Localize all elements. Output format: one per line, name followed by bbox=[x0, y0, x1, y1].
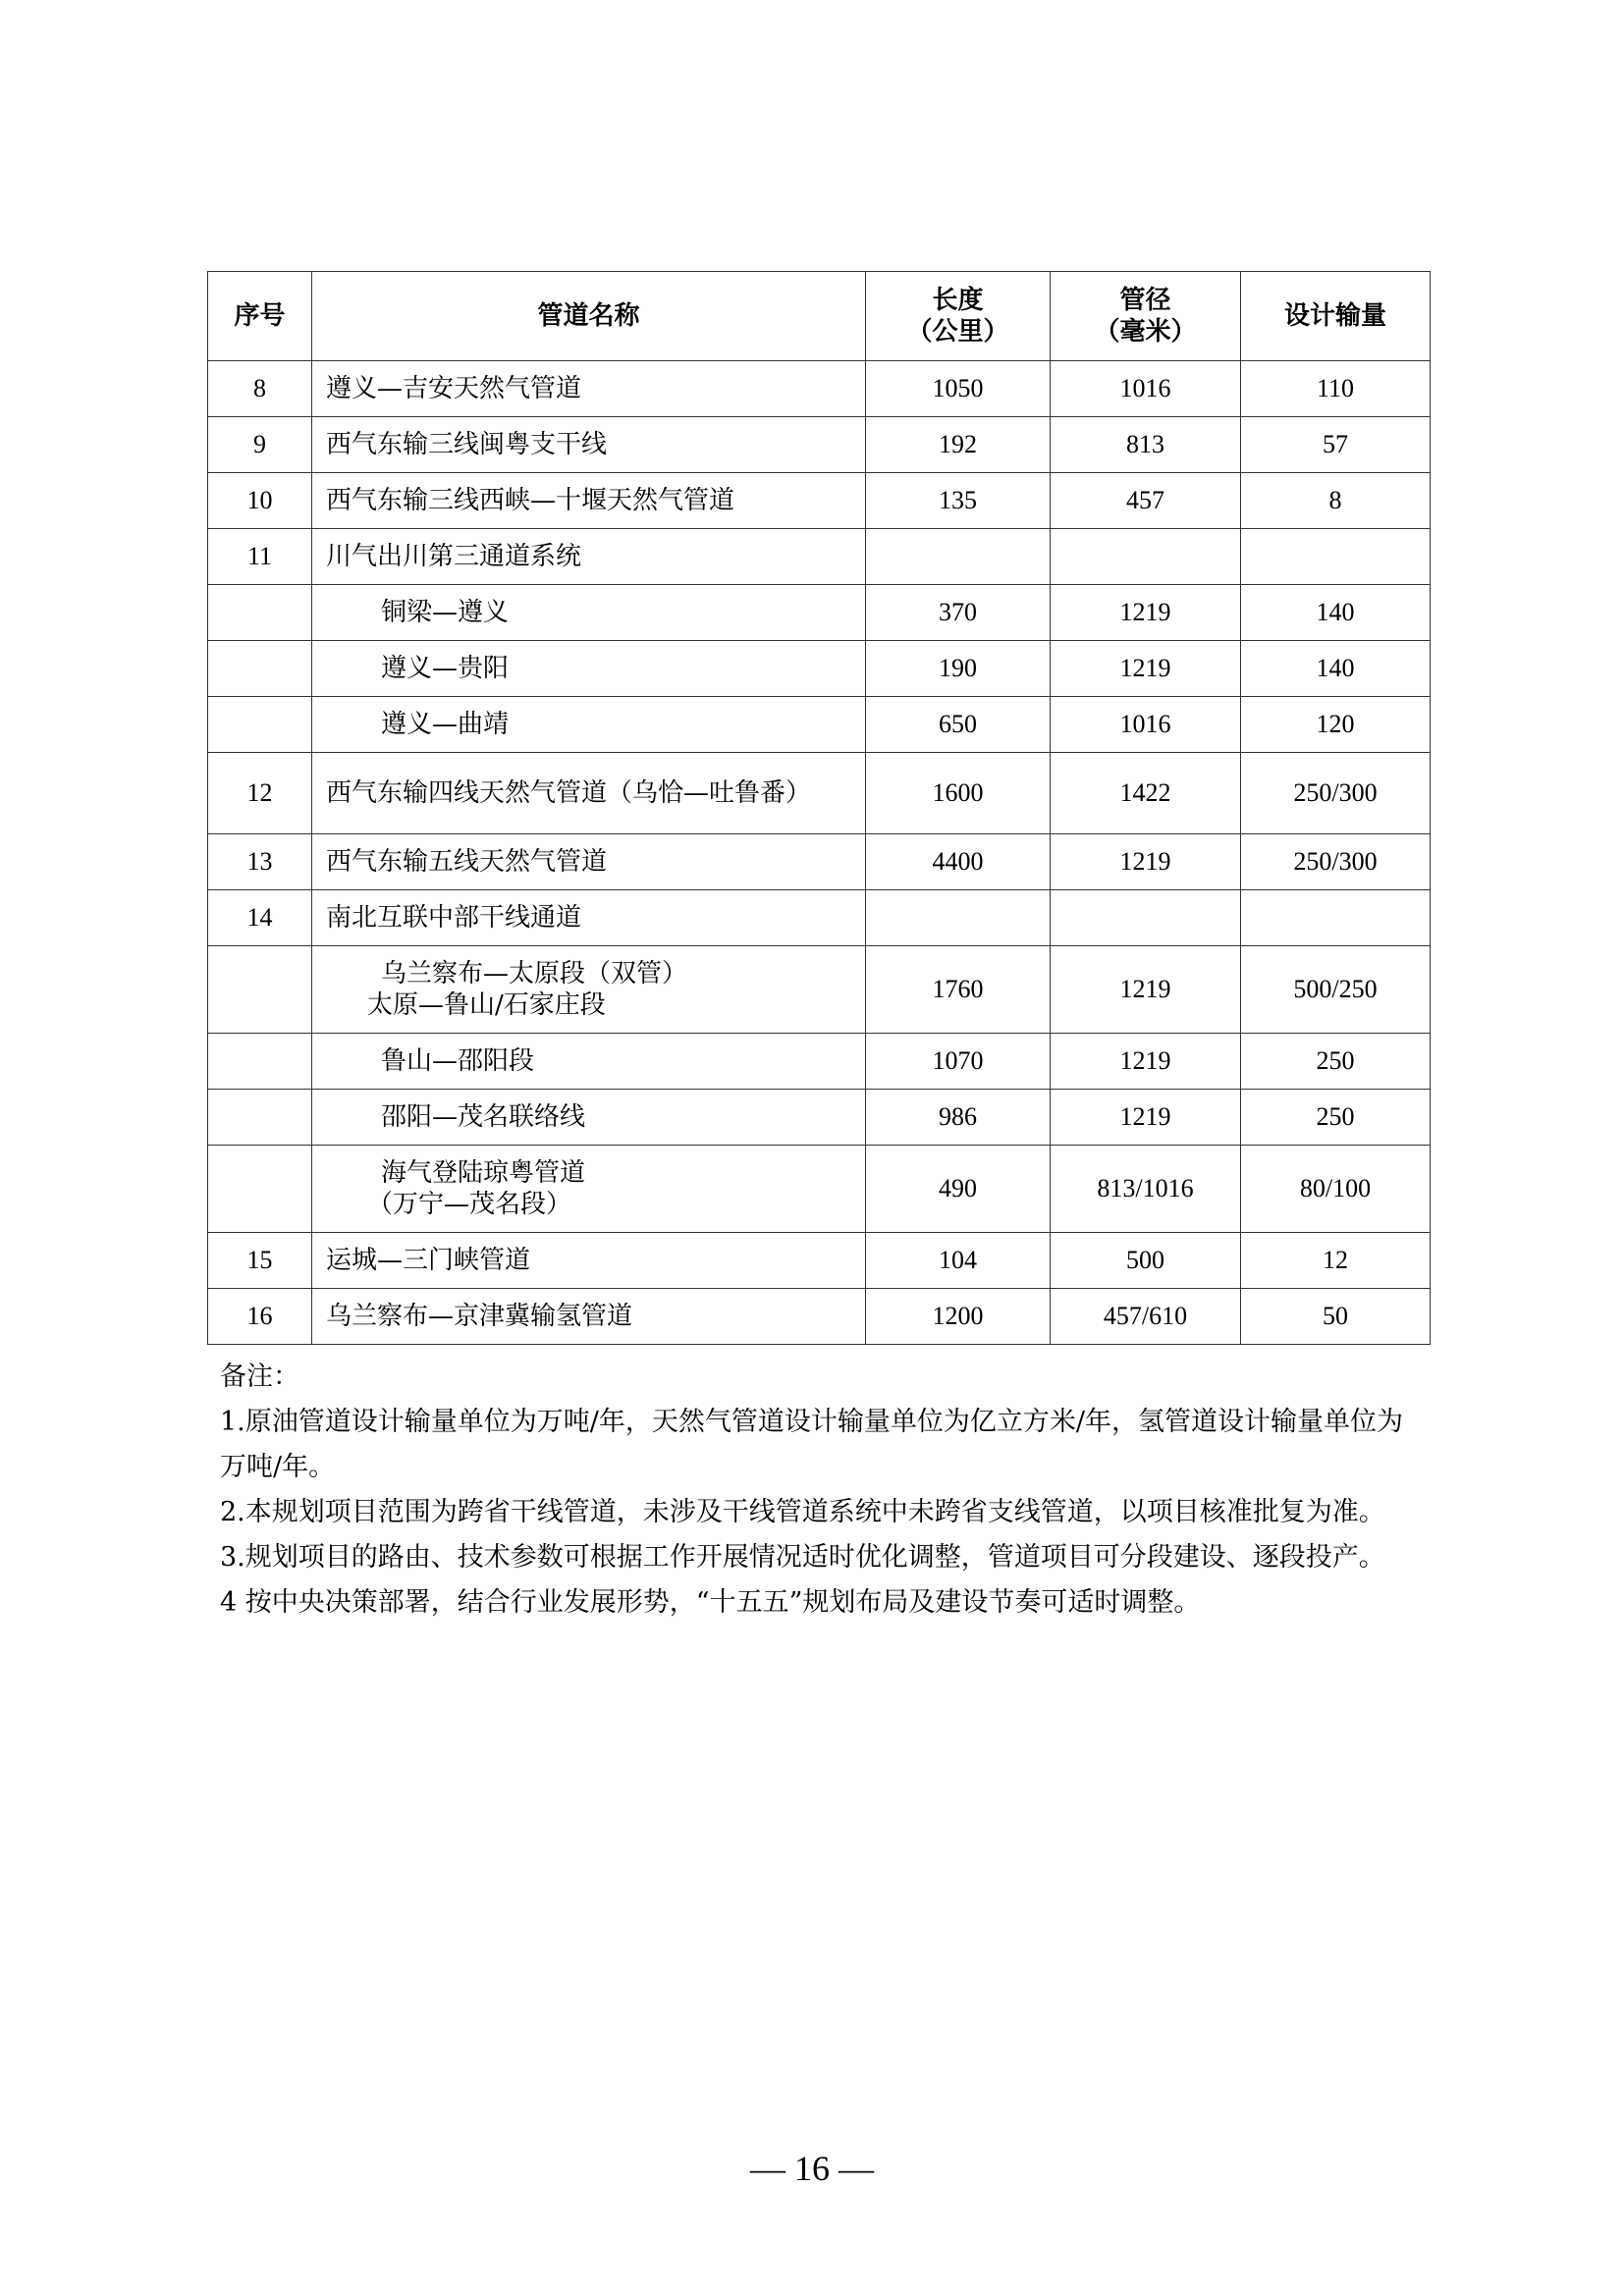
row-capacity bbox=[1241, 529, 1431, 585]
header-length bbox=[866, 272, 1051, 361]
note-item: 3.规划项目的路由、技术参数可根据工作开展情况适时优化调整，管道项目可分段建设、逐段投产。 bbox=[220, 1542, 1385, 1573]
row-index: 12 bbox=[208, 753, 312, 834]
row-length: 104 bbox=[866, 1233, 1051, 1289]
header-length-line1: 长度 bbox=[932, 285, 984, 315]
row-name: 西气东输三线西峡—十堰天然气管道 bbox=[312, 473, 866, 529]
page-number: — 16 — bbox=[750, 2149, 874, 2188]
table-row bbox=[208, 946, 1431, 1034]
table-row bbox=[208, 641, 1431, 697]
row-name: 运城—三门峡管道 bbox=[312, 1233, 866, 1289]
row-length: 135 bbox=[866, 473, 1051, 529]
row-name: 遵义—吉安天然气管道 bbox=[312, 361, 866, 417]
row-diameter: 1016 bbox=[1051, 361, 1241, 417]
table-row bbox=[208, 890, 1431, 946]
row-name-line1: 海气登陆琼粤管道 bbox=[381, 1157, 586, 1188]
table-header-row bbox=[208, 272, 1431, 361]
row-diameter: 1219 bbox=[1051, 585, 1241, 641]
row-name: 西气东输四线天然气管道（乌恰—吐鲁番） bbox=[312, 753, 866, 834]
row-length: 986 bbox=[866, 1090, 1051, 1146]
table-row bbox=[208, 585, 1431, 641]
row-diameter bbox=[1051, 890, 1241, 946]
row-diameter: 813 bbox=[1051, 417, 1241, 473]
header-length-line2: （公里） bbox=[906, 317, 1009, 347]
row-length: 1600 bbox=[866, 753, 1051, 834]
row-capacity: 8 bbox=[1241, 473, 1431, 529]
row-index: 11 bbox=[208, 529, 312, 585]
row-capacity: 12 bbox=[1241, 1233, 1431, 1289]
row-index: 10 bbox=[208, 473, 312, 529]
note-item: 2.本规划项目范围为跨省干线管道，未涉及干线管道系统中未跨省支线管道，以项目核准批复为准。 bbox=[220, 1497, 1385, 1527]
row-diameter: 1219 bbox=[1051, 641, 1241, 697]
row-index bbox=[208, 1146, 312, 1233]
row-index: 9 bbox=[208, 417, 312, 473]
table-row bbox=[208, 1233, 1431, 1289]
row-index: 13 bbox=[208, 834, 312, 890]
row-diameter: 1219 bbox=[1051, 946, 1241, 1034]
row-length: 192 bbox=[866, 417, 1051, 473]
row-diameter: 1422 bbox=[1051, 753, 1241, 834]
row-name-line2: （万宁—茂名段） bbox=[367, 1190, 572, 1219]
pipeline-table bbox=[207, 271, 1431, 1345]
row-name: 邵阳—茂名联络线 bbox=[312, 1090, 866, 1146]
header-diameter-line2: （毫米） bbox=[1094, 317, 1197, 347]
row-diameter: 1219 bbox=[1051, 834, 1241, 890]
row-index: 14 bbox=[208, 890, 312, 946]
table-row bbox=[208, 1034, 1431, 1090]
row-name: 遵义—曲靖 bbox=[312, 697, 866, 753]
header-name: 管道名称 bbox=[312, 272, 866, 361]
header-index: 序号 bbox=[208, 272, 312, 361]
table-row bbox=[208, 1289, 1431, 1345]
row-index bbox=[208, 697, 312, 753]
row-diameter: 500 bbox=[1051, 1233, 1241, 1289]
row-capacity: 250 bbox=[1241, 1090, 1431, 1146]
row-capacity: 140 bbox=[1241, 641, 1431, 697]
row-length: 4400 bbox=[866, 834, 1051, 890]
header-capacity: 设计输量 bbox=[1241, 272, 1431, 361]
row-capacity: 140 bbox=[1241, 585, 1431, 641]
row-name-line1: 乌兰察布—太原段（双管） bbox=[381, 958, 688, 988]
row-index: 15 bbox=[208, 1233, 312, 1289]
header-diameter-line1: 管径 bbox=[1119, 285, 1171, 315]
row-index bbox=[208, 1034, 312, 1090]
row-diameter: 457 bbox=[1051, 473, 1241, 529]
table-row bbox=[208, 1146, 1431, 1233]
row-length: 1050 bbox=[866, 361, 1051, 417]
row-name: 遵义—贵阳 bbox=[312, 641, 866, 697]
row-capacity: 110 bbox=[1241, 361, 1431, 417]
row-capacity: 80/100 bbox=[1241, 1146, 1431, 1233]
row-capacity: 120 bbox=[1241, 697, 1431, 753]
table-row bbox=[208, 473, 1431, 529]
row-capacity bbox=[1241, 890, 1431, 946]
row-name: 鲁山—邵阳段 bbox=[312, 1034, 866, 1090]
row-length: 490 bbox=[866, 1146, 1051, 1233]
table-row bbox=[208, 834, 1431, 890]
note-item: 4 按中央决策部署，结合行业发展形势，“十五五”规划布局及建设节奏可适时调整。 bbox=[220, 1587, 1201, 1618]
row-length bbox=[866, 529, 1051, 585]
row-index: 16 bbox=[208, 1289, 312, 1345]
row-name-line2: 太原—鲁山/石家庄段 bbox=[367, 990, 606, 1020]
row-length: 1760 bbox=[866, 946, 1051, 1034]
row-length: 1070 bbox=[866, 1034, 1051, 1090]
row-length: 190 bbox=[866, 641, 1051, 697]
row-name: 铜梁—遵义 bbox=[312, 585, 866, 641]
row-index bbox=[208, 585, 312, 641]
notes-title: 备注： bbox=[220, 1362, 299, 1392]
row-diameter: 813/1016 bbox=[1051, 1146, 1241, 1233]
row-name bbox=[312, 1146, 866, 1233]
table-row bbox=[208, 417, 1431, 473]
row-name: 川气出川第三通道系统 bbox=[312, 529, 866, 585]
row-index: 8 bbox=[208, 361, 312, 417]
row-length bbox=[866, 890, 1051, 946]
row-capacity: 250/300 bbox=[1241, 834, 1431, 890]
row-length: 650 bbox=[866, 697, 1051, 753]
row-index bbox=[208, 641, 312, 697]
row-diameter: 1219 bbox=[1051, 1034, 1241, 1090]
table-row bbox=[208, 753, 1431, 834]
row-capacity: 57 bbox=[1241, 417, 1431, 473]
row-capacity: 250/300 bbox=[1241, 753, 1431, 834]
row-capacity: 250 bbox=[1241, 1034, 1431, 1090]
row-index bbox=[208, 946, 312, 1034]
row-length: 1200 bbox=[866, 1289, 1051, 1345]
row-name: 西气东输五线天然气管道 bbox=[312, 834, 866, 890]
row-diameter bbox=[1051, 529, 1241, 585]
row-diameter: 457/610 bbox=[1051, 1289, 1241, 1345]
row-name: 南北互联中部干线通道 bbox=[312, 890, 866, 946]
table-row bbox=[208, 529, 1431, 585]
row-name bbox=[312, 946, 866, 1034]
row-capacity: 50 bbox=[1241, 1289, 1431, 1345]
row-index bbox=[208, 1090, 312, 1146]
note-item: 1.原油管道设计输量单位为万吨/年，天然气管道设计输量单位为亿立方米/年，氢管道设计输量单位为万吨/年。 bbox=[220, 1407, 1403, 1482]
table-row bbox=[208, 697, 1431, 753]
notes-section bbox=[220, 1355, 1428, 1626]
table-row bbox=[208, 361, 1431, 417]
row-diameter: 1219 bbox=[1051, 1090, 1241, 1146]
header-diameter bbox=[1051, 272, 1241, 361]
row-name: 乌兰察布—京津冀输氢管道 bbox=[312, 1289, 866, 1345]
table-row bbox=[208, 1090, 1431, 1146]
row-capacity: 500/250 bbox=[1241, 946, 1431, 1034]
row-name: 西气东输三线闽粤支干线 bbox=[312, 417, 866, 473]
row-length: 370 bbox=[866, 585, 1051, 641]
row-diameter: 1016 bbox=[1051, 697, 1241, 753]
